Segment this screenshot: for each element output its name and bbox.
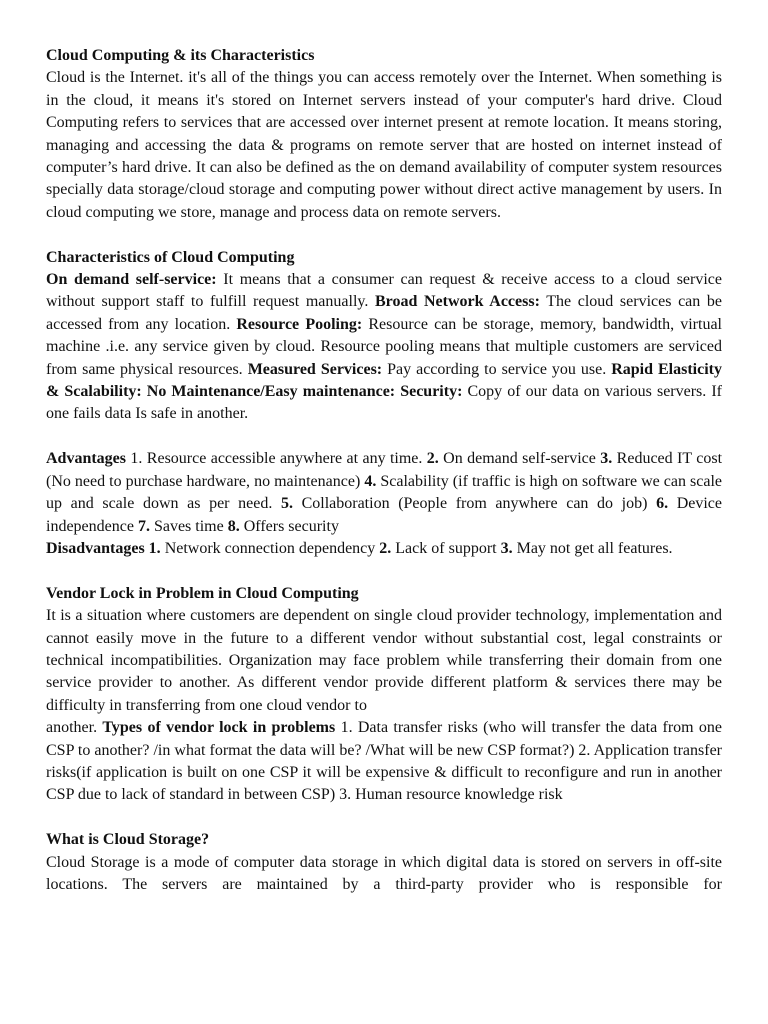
paragraph-characteristics [46,269,722,426]
section-vendor-lock-in [46,583,722,807]
heading-cloud-computing: Cloud Computing & its Characteristics [46,47,315,64]
section-advantages-disadvantages [46,448,722,560]
advantage-number-2: 2. [426,450,439,468]
paragraph-disadvantages [46,538,722,560]
term-measured-services: Measured Services: [247,360,383,378]
text-another: another. [46,719,103,737]
term-rapid-elasticity: Rapid Elasticity & Scalability: No Maintenance/Easy maintenance: Security: [46,360,722,401]
term-resource-pooling: Resource Pooling: [236,315,363,333]
advantage-2: On demand self-service [438,450,601,468]
text-vendor-risks: 1. Data transfer risks (who will transfer the data from one CSP to another? /in what format the data will be? /What will be new CSP format?) 2. Application transfer risks(if application is built on one CSP it will be expensive & difficult to reconfigure and run in another CSP due to lack of standard in between CSP) 3. Human resource knowledge risk [46,719,723,804]
advantage-8: Offers security [239,517,339,535]
paragraph-cloud-computing: Cloud is the Internet. it's all of the things you can access remotely over the Internet. When something is in the cloud, it means it's stored on Internet servers instead of your computer's hard drive. Cloud Computing refers to services that are accessed over internet present at remote location. It means storing, managing and accessing the data & programs on remote server that are hosted on internet instead of computer’s hard drive. It can also be defined as the on demand availability of computer system resources specially data storage/cloud storage and computing power without direct active management by users. In cloud computing we store, manage and process data on remote servers. [46,69,722,221]
advantage-number-3: 3. [600,450,613,468]
term-types-vendor-lock: Types of vendor lock in problems [102,719,336,737]
label-disadvantages: Disadvantages 1. [46,539,161,557]
section-characteristics [46,247,722,426]
label-advantages: Advantages [46,450,127,468]
section-cloud-computing [46,45,722,224]
term-on-demand: On demand self-service: [46,271,217,289]
disadvantage-1: Network connection dependency [160,539,380,557]
advantage-4: Scalability (if traffic is high on software we can scale up and scale down as per need. [46,472,723,513]
disadvantage-2: Lack of support [391,539,501,557]
advantage-number-7: 7. [137,517,150,535]
advantage-6: Device independence [46,495,723,535]
text-measured-services: Pay according to service you use. [382,360,612,378]
text-resource-pooling: Resource can be storage, memory, bandwidth, virtual machine .i.e. any service given by cloud. Resource pooling means that multiple customers are serviced from same physical resources. [46,315,722,378]
advantage-1: 1. Resource accessible anywhere at any time. [126,450,427,468]
disadvantage-3: May not get all features. [512,539,673,557]
advantage-3: Reduced IT cost (No need to purchase hardware, no maintenance) [46,450,723,490]
advantage-number-5: 5. [280,495,293,513]
text-broad-network: The cloud services can be accessed from any location. [46,293,723,333]
document-page [46,45,722,896]
paragraph-vendor-lock-in-2 [46,717,722,807]
advantage-7: Saves time [149,517,228,535]
advantage-number-8: 8. [227,517,240,535]
disadvantage-number-3: 3. [500,539,513,557]
advantage-number-4: 4. [364,472,377,490]
advantage-5: Collaboration (People from anywhere can do job) [292,495,657,513]
heading-vendor-lock-in: Vendor Lock in Problem in Cloud Computing [46,584,359,602]
section-cloud-storage [46,829,722,896]
paragraph-vendor-lock-in-1: It is a situation where customers are dependent on single cloud provider technology, implementation and cannot easily move in the future to a different vendor without substantial cost, legal constraints or technical incompatibilities. Organization may face problem while transferring their domain from one service provider to another. As different vendor provide different platform & services there may be difficulty in transferring from one cloud vendor to [46,607,722,714]
paragraph-cloud-storage: Cloud Storage is a mode of computer data storage in which digital data is stored on servers in off-site locations. The servers are maintained by a third-party provider who is responsible for [46,853,722,893]
text-on-demand: It means that a consumer can request & receive access to a cloud service without support staff to fulfill request manually. [46,271,723,311]
heading-characteristics: Characteristics of Cloud Computing [46,248,295,266]
text-security: Copy of our data on various servers. If one fails data Is safe in another. [46,383,723,423]
paragraph-advantages [46,448,722,538]
advantage-number-6: 6. [656,495,669,513]
heading-cloud-storage: What is Cloud Storage? [46,831,210,849]
disadvantage-number-2: 2. [379,539,392,557]
term-broad-network: Broad Network Access: [374,293,540,311]
